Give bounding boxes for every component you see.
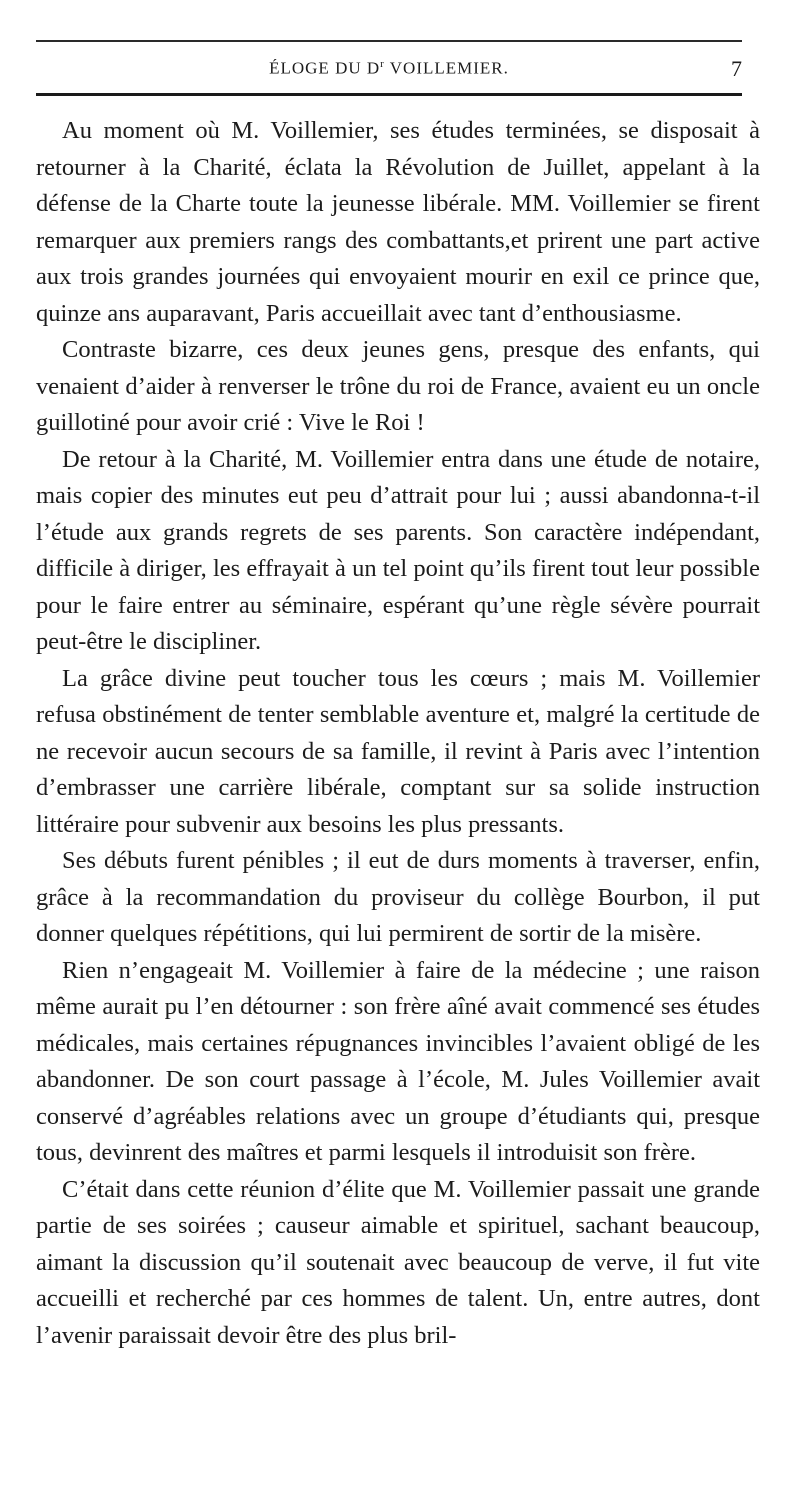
header-rule-top — [36, 40, 742, 42]
body-text — [36, 113, 760, 1354]
running-title — [36, 58, 742, 79]
running-title-main: ÉLOGE DU D — [269, 58, 381, 78]
running-title-superscript: r — [380, 58, 385, 70]
paragraph: Au moment où M. Voillemier, ses études terminées, se disposait à retourner à la Charité, éclata la Révolution de Juillet, appelant à la défense de la Charte toute la jeunesse libérale. MM. Voillemier se firent remarquer aux premiers rangs des combattants,et prirent une part active aux trois grandes journées qui envoyaient mourir en exil ce prince que, quinze ans auparavant, Paris accueillait avec tant d’enthousiasme. — [36, 117, 760, 327]
paragraph: Ses débuts furent pénibles ; il eut de durs moments à traverser, enfin, grâce à la recommandation du proviseur du collège Bourbon, il put donner quelques répétitions, qui lui permirent de sortir de la misère. — [36, 847, 760, 947]
paragraph: Contraste bizarre, ces deux jeunes gens, presque des enfants, qui venaient d’aider à renverser le trône du roi de France, avaient eu un oncle guillotiné pour avoir crié : Vive le Roi ! — [36, 336, 760, 436]
paragraph: Rien n’engageait M. Voillemier à faire de la médecine ; une raison même aurait pu l’en détourner : son frère aîné avait commencé ses études médicales, mais certaines répugnances invincibles l’avaient obligé de les abandonner. De son court passage à l’école, M. Jules Voillemier avait conservé d’agréables relations avec un groupe d’étudiants qui, presque tous, devinrent des maîtres et parmi lesquels il introduisit son frère. — [36, 956, 760, 1166]
paragraph: De retour à la Charité, M. Voillemier entra dans une étude de notaire, mais copier des minutes eut peu d’attrait pour lui ; aussi abandonna-t-il l’étude aux grands regrets de ses parents. Son caractère indépendant, difficile à diriger, les effrayait à un tel point qu’ils firent tout leur possible pour le faire entrer au séminaire, espérant qu’une règle sévère pourrait peut-être le discipliner. — [36, 445, 760, 655]
paragraph: C’était dans cette réunion d’élite que M. Voillemier passait une grande partie de ses soirées ; causeur aimable et spirituel, sachant beaucoup, aimant la discussion qu’il soutenait avec beaucoup de verve, il fut vite accueilli et recherché par ces hommes de talent. Un, entre autres, dont l’avenir paraissait devoir être des plus bril- — [36, 1175, 760, 1349]
paragraph: La grâce divine peut toucher tous les cœurs ; mais M. Voillemier refusa obstinément de tenter semblable aventure et, malgré la certitude de ne recevoir aucun secours de sa famille, il revint à Paris avec l’intention d’embrasser une carrière libérale, comptant sur sa solide instruction littéraire pour subvenir aux besoins les plus pressants. — [36, 664, 760, 838]
running-header — [36, 56, 742, 82]
page-number: 7 — [731, 56, 742, 81]
running-title-end: VOILLEMIER. — [384, 58, 509, 78]
header-rule-bottom — [36, 93, 742, 96]
